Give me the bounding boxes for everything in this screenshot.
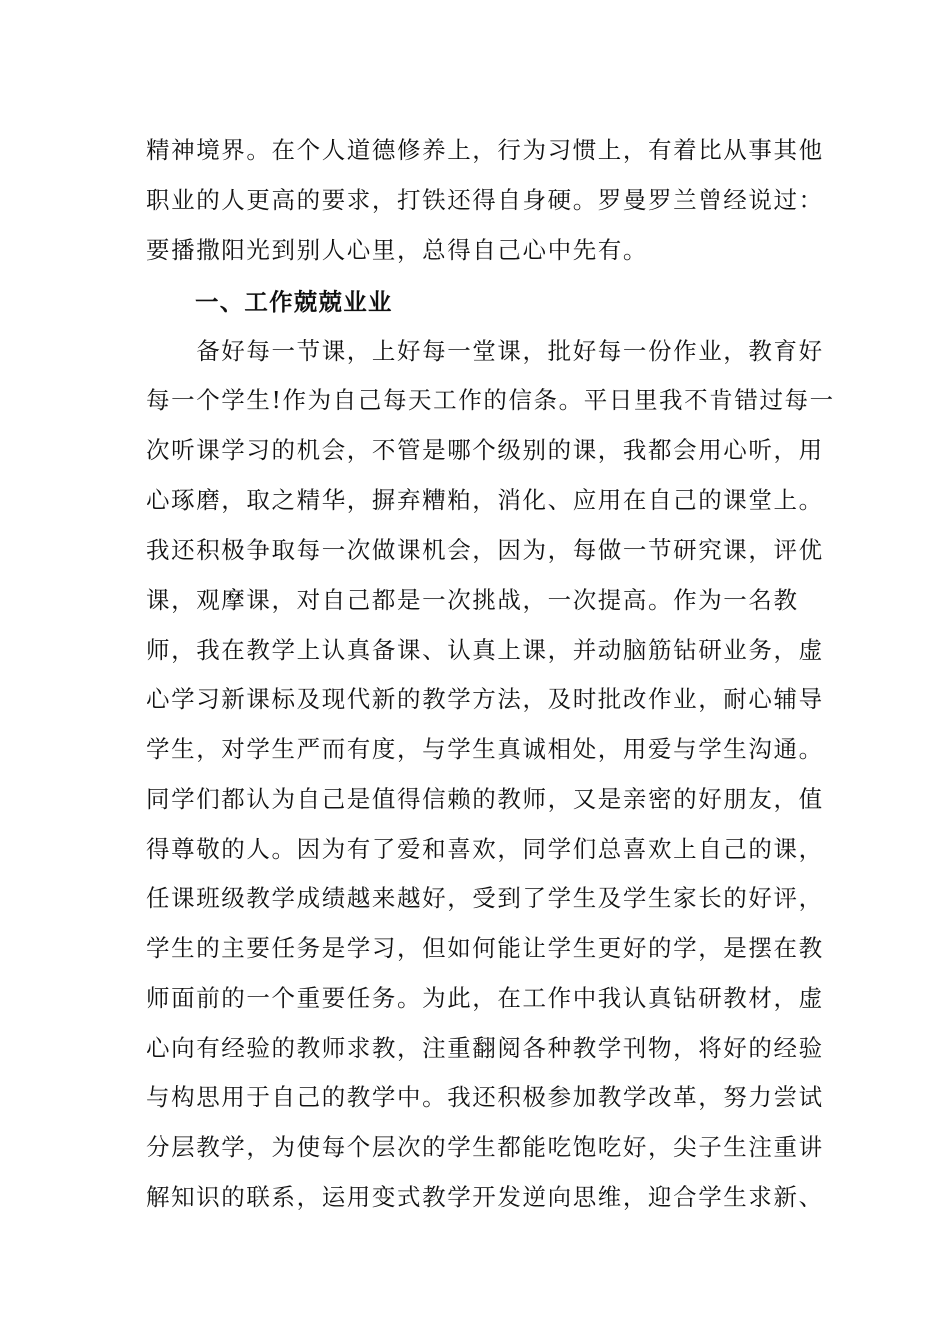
intro-line: 职业的人更高的要求，打铁还得自身硬。罗曼罗兰曾经说过： bbox=[146, 186, 824, 214]
body-line: 次听课学习的机会，不管是哪个级别的课，我都会用心听，用 bbox=[146, 436, 824, 464]
body-line: 师面前的一个重要任务。为此，在工作中我认真钻研教材，虚 bbox=[146, 984, 824, 1012]
intro-line: 精神境界。在个人道德修养上，行为习惯上，有着比从事其他 bbox=[146, 136, 824, 164]
body-line: 我还积极争取每一次做课机会，因为，每做一节研究课，评优 bbox=[146, 536, 824, 564]
body-line: 备好每一节课，上好每一堂课，批好每一份作业，教育好 bbox=[146, 337, 824, 365]
body-line: 学生的主要任务是学习，但如何能让学生更好的学，是摆在教 bbox=[146, 934, 824, 962]
body-line: 心向有经验的教师求教，注重翻阅各种教学刊物，将好的经验 bbox=[146, 1034, 824, 1062]
body-line: 学生，对学生严而有度，与学生真诚相处，用爱与学生沟通。 bbox=[146, 735, 824, 763]
body-line: 心琢磨，取之精华，摒弃糟粕，消化、应用在自己的课堂上。 bbox=[146, 486, 824, 514]
body-line: 解知识的联系，运用变式教学开发逆向思维，迎合学生求新、 bbox=[146, 1183, 824, 1211]
body-line: 课，观摩课，对自己都是一次挑战，一次提高。作为一名教 bbox=[146, 586, 799, 614]
body-line: 分层教学，为使每个层次的学生都能吃饱吃好，尖子生注重讲 bbox=[146, 1133, 824, 1161]
intro-line: 要播撒阳光到别人心里，总得自己心中先有。 bbox=[146, 236, 648, 264]
body-line: 同学们都认为自己是值得信赖的教师，又是亲密的好朋友，值 bbox=[146, 785, 824, 813]
body-line: 师，我在教学上认真备课、认真上课，并动脑筋钻研业务，虚 bbox=[146, 636, 824, 664]
body-line: 任课班级教学成绩越来越好，受到了学生及学生家长的好评， bbox=[146, 884, 824, 912]
body-line: 得尊敬的人。因为有了爱和喜欢，同学们总喜欢上自己的课， bbox=[146, 835, 824, 863]
body-line: 心学习新课标及现代新的教学方法，及时批改作业，耐心辅导 bbox=[146, 685, 824, 713]
body-line: 每一个学生!作为自己每天工作的信条。平日里我不肯错过每一 bbox=[146, 386, 835, 414]
section-heading: 一、工作兢兢业业 bbox=[195, 288, 393, 316]
body-line: 与构思用于自己的教学中。我还积极参加教学改革，努力尝试 bbox=[146, 1083, 824, 1111]
